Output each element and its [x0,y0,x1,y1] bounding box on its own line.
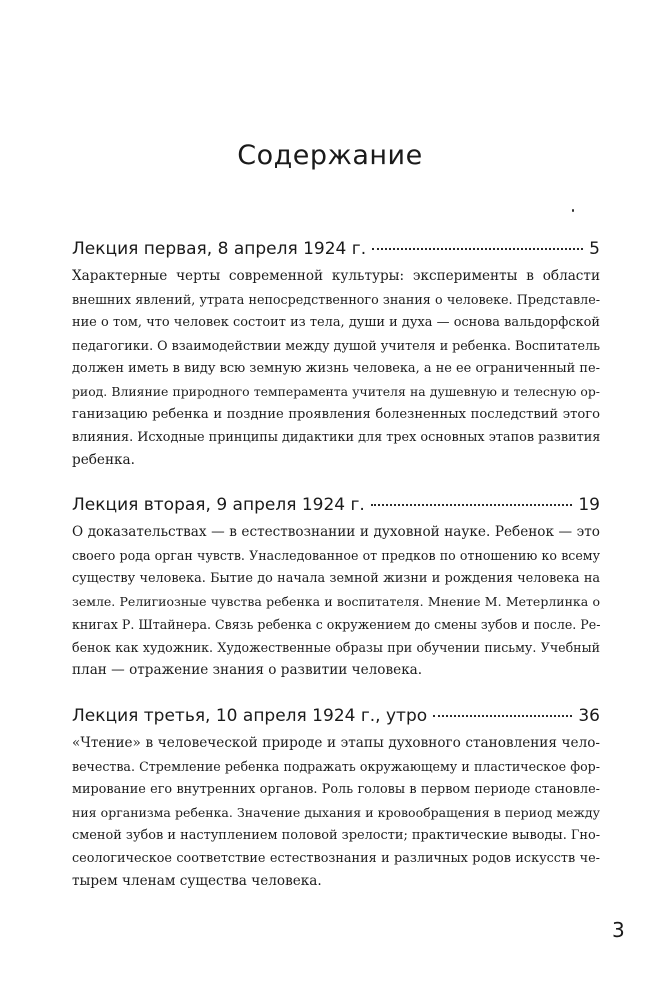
description-line: тырем членам существа человека. [72,873,322,889]
description-line: план — отражение знания о развитии человека. [72,662,423,678]
description-line: сменой зубов и наступлением половой зрелости; практические выводы. Гно- [72,828,600,843]
description-line: должен иметь в виду всю земную жизнь человека, а не ее ограниченный пе- [72,361,600,376]
toc-entry-1 [72,238,600,472]
toc-entry-description [72,265,600,472]
description-line: Характерные черты современной культуры: эксперименты в области [72,268,600,284]
description-line: влияния. Исходные принципы дидактики для трех основных этапов развития [72,430,600,445]
page-number: 3 [612,918,625,942]
toc-entry-heading[interactable] [72,494,600,516]
toc-entry-page: 5 [589,239,600,259]
description-line: своего рода орган чувств. Унаследованное от предков по отношению ко всему [72,548,600,563]
page-title: Содержание [237,140,423,171]
dot-leader [371,504,573,506]
toc-entry-title: Лекция третья, 10 апреля 1924 г., утро [72,706,428,726]
toc-entry-page: 19 [578,495,600,515]
description-line: книгах Р. Штайнера. Связь ребенка с окружением до смены зубов и после. Ре- [72,617,600,632]
description-line: педагогики. О взаимодействии между душой учителя и ребенка. Воспитатель [72,338,600,353]
description-line: ния организма ребенка. Значение дыхания и кровообращения в период между [72,805,600,820]
dot-leader [372,248,583,250]
toc-entry-page: 36 [578,706,600,726]
description-line: ганизацию ребенка и поздние проявления болезненных последствий этого [72,407,600,422]
description-line: земле. Религиозные чувства ребенка и воспитателя. Мнение М. Метерлинка о [72,594,600,609]
toc-entry-3 [72,705,600,893]
toc-entry-heading[interactable] [72,238,600,260]
toc-entry-description [72,732,600,893]
description-line: мирование его внутренних органов. Роль головы в первом периоде становле- [72,782,600,797]
description-line: ребенка. [72,452,135,468]
description-line: сеологическое соответствие естествознания и различных родов искусств че- [72,851,600,866]
description-line: О доказательствах — в естествознании и духовной науке. Ребенок — это [72,524,600,540]
description-line: риод. Влияние природного темперамента учителя на душевную и телесную ор- [72,384,600,399]
description-line: ние о том, что человек состоит из тела, души и духа — основа вальдорфской [72,315,600,330]
toc-entry-heading[interactable] [72,705,600,727]
toc-entry-2 [72,494,600,682]
toc-entry-description [72,521,600,682]
toc-entry-title: Лекция вторая, 9 апреля 1924 г. [72,495,365,515]
description-line: бенок как художник. Художественные образы при обучении письму. Учебный [72,640,600,655]
toc-entry-title: Лекция первая, 8 апреля 1924 г. [72,239,367,259]
description-line: существу человека. Бытие до начала земной жизни и рождения человека на [72,571,600,586]
print-speck [572,209,574,212]
description-line: внешних явлений, утрата непосредственного знания о человеке. Представле- [72,292,600,307]
description-line: «Чтение» в человеческой природе и этапы духовного становления чело- [72,735,600,751]
description-line: вечества. Стремление ребенка подражать окружающему и пластическое фор- [72,759,600,774]
dot-leader [433,715,572,717]
